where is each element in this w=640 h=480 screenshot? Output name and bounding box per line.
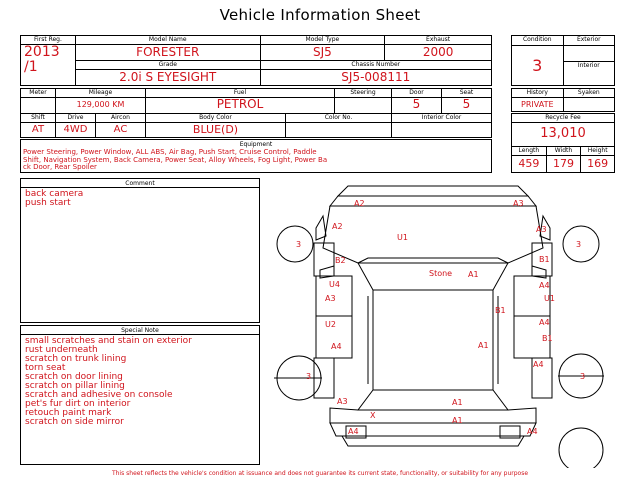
rear-bumper-shape <box>342 436 524 446</box>
equipment-line: Shift, Navigation System, Back Camera, Power Seat, Alloy Wheels, Fog Light, Power Ba <box>23 155 328 164</box>
chassis-label: Chassis Number <box>261 61 491 70</box>
damage-label: 3 <box>580 372 586 381</box>
exterior-value-cell <box>563 46 614 62</box>
history-table <box>511 88 615 112</box>
height-value: 169 <box>587 157 609 170</box>
damage-label: U4 <box>329 280 340 289</box>
drive-label: Drive <box>56 114 95 123</box>
special-note-line: scratch on pillar lining <box>25 381 125 391</box>
exhaust-label: Exhaust <box>385 36 491 45</box>
special-note-label: Special Note <box>21 326 259 335</box>
model-type-label: Model Type <box>261 36 385 45</box>
damage-label: U1 <box>397 233 408 242</box>
special-note-line: small scratches and stain on exterior <box>25 336 192 346</box>
disclaimer-footer: This sheet reflects the vehicle's condition at issuance and does not guarantee its current state, functionality, or suitability for any purpose <box>111 470 529 477</box>
body-color-cell <box>146 113 286 138</box>
roof-shape <box>373 290 493 390</box>
damage-label: A4 <box>348 427 359 436</box>
tire-fl-circle <box>277 226 313 262</box>
meter-label: Meter <box>21 89 55 98</box>
special-note-line: scratch on side mirror <box>25 417 124 427</box>
first-reg-value: 2013 /1 <box>24 44 60 75</box>
damage-label: A4 <box>533 360 544 369</box>
car-diagram <box>268 178 620 468</box>
chassis-value: SJ5-008111 <box>341 70 411 84</box>
special-note-text <box>21 335 259 427</box>
grade-label: Grade <box>76 61 260 70</box>
first-reg-cell <box>21 36 76 86</box>
door-value: 5 <box>412 97 421 111</box>
history-label: History <box>512 89 563 98</box>
mileage-cell <box>56 89 146 114</box>
recycle-table <box>511 113 615 173</box>
history-cell <box>512 89 564 112</box>
comment-line: back camera <box>25 189 84 199</box>
special-note-line: scratch and adhesive on console <box>25 390 173 400</box>
comment-label: Comment <box>21 179 259 188</box>
steering-cell <box>335 89 392 114</box>
damage-label: A3 <box>337 397 348 406</box>
equipment-line: Power Steering, Power Window, ALL ABS, Air Bag, Push Start, Cruise Control, Paddle <box>23 148 317 156</box>
special-note-line: scratch on door lining <box>25 372 123 382</box>
recycle-value: 13,010 <box>540 126 586 141</box>
damage-label: A1 <box>468 270 479 279</box>
rear-window-shape <box>358 390 508 410</box>
interior-label: Interior <box>577 62 600 69</box>
damage-label: A2 <box>354 199 365 208</box>
recycle-cell <box>512 114 615 147</box>
special-note-line: retouch paint mark <box>25 408 112 418</box>
damage-label: B1 <box>539 255 550 264</box>
shift-cell <box>21 113 56 138</box>
length-cell <box>512 147 547 173</box>
door-label: Door <box>392 89 441 98</box>
model-name-cell <box>75 36 260 61</box>
damage-label: U2 <box>325 320 336 329</box>
comment-line: push start <box>25 198 71 208</box>
damage-label: A1 <box>452 416 463 425</box>
damage-label: 3 <box>296 240 302 249</box>
vehicle-id-table <box>20 35 492 86</box>
aircon-cell <box>96 113 146 138</box>
special-note-line: torn seat <box>25 363 66 373</box>
condition-label: Condition <box>522 36 552 43</box>
door-cell <box>392 89 442 114</box>
model-name-label: Model Name <box>76 36 260 45</box>
damage-label: Stone <box>429 269 453 278</box>
steering-label: Steering <box>335 89 391 98</box>
aircon-value: AC <box>113 123 128 135</box>
width-cell <box>546 147 581 173</box>
mileage-label: Mileage <box>56 89 145 98</box>
damage-label: A1 <box>478 341 489 350</box>
front-bumper-shape <box>338 186 528 196</box>
damage-label: A3 <box>536 225 547 234</box>
special-note-line: scratch on trunk lining <box>25 354 127 364</box>
condition-table <box>511 35 615 86</box>
first-reg-label: First Reg. <box>21 36 75 45</box>
fuel-cell <box>146 89 335 114</box>
drive-cell <box>56 113 96 138</box>
tires <box>274 226 604 468</box>
equipment-line: ck Door, Rear Spoiler <box>23 163 97 171</box>
history-value: PRIVATE <box>521 100 554 109</box>
specs-table <box>20 88 492 138</box>
grade-cell <box>75 61 260 86</box>
recycle-label: Recycle Fee <box>512 114 614 123</box>
interior-cell <box>563 62 614 86</box>
damage-label: B2 <box>335 256 346 265</box>
exterior-label: Exterior <box>576 36 601 43</box>
condition-label-cell <box>512 36 564 46</box>
damage-label: B1 <box>495 306 506 315</box>
body-color-value: BLUE(D) <box>192 122 239 136</box>
chassis-cell <box>260 61 491 86</box>
special-note-box <box>20 325 260 465</box>
damage-label: A4 <box>539 318 550 327</box>
special-note-line: pet's fur dirt on interior <box>25 399 131 409</box>
exterior-label-cell <box>563 36 614 46</box>
model-type-value: SJ5 <box>312 45 332 59</box>
color-no-cell <box>286 113 392 138</box>
syaken-cell <box>563 89 614 112</box>
body-color-label: Body Color <box>146 114 285 123</box>
interior-color-cell <box>392 113 492 138</box>
seat-label: Seat <box>442 89 491 98</box>
equipment-label: Equipment <box>239 141 273 148</box>
model-type-cell <box>260 36 385 61</box>
fuel-label: Fuel <box>146 89 334 98</box>
hood-shape <box>323 206 543 263</box>
left-headlight-shape <box>316 216 326 240</box>
damage-label: A4 <box>527 427 538 436</box>
exhaust-value: 2000 <box>422 45 454 59</box>
condition-value: 3 <box>532 56 543 75</box>
damage-label: U1 <box>544 294 555 303</box>
damage-label: A3 <box>513 199 524 208</box>
sheet-title: Vehicle Information Sheet <box>219 6 421 24</box>
length-label: Length <box>512 147 546 156</box>
damage-label: A2 <box>332 222 343 231</box>
mileage-value: 129,000 KM <box>76 100 125 109</box>
meter-cell <box>21 89 56 114</box>
damage-label: X <box>370 411 376 420</box>
color-no-label: Color No. <box>286 114 391 123</box>
shift-value: AT <box>31 123 45 135</box>
syaken-label: Syaken <box>564 89 614 98</box>
spare-tire-circle <box>559 428 603 468</box>
comment-box <box>20 178 260 323</box>
condition-value-cell <box>512 46 564 86</box>
car-outline <box>314 186 552 446</box>
height-cell <box>581 147 615 173</box>
comment-text <box>21 188 259 208</box>
damage-label: A4 <box>539 281 550 290</box>
seat-cell <box>442 89 492 114</box>
equipment-box <box>20 139 492 173</box>
length-value: 459 <box>518 157 540 170</box>
model-name-value: FORESTER <box>136 45 200 59</box>
trunk-shape <box>330 408 536 423</box>
equipment-text <box>21 149 491 172</box>
damage-label: A4 <box>331 342 342 351</box>
aircon-label: Aircon <box>96 114 145 123</box>
special-note-line: rust underneath <box>25 345 98 355</box>
width-label: Width <box>547 147 581 156</box>
grade-value: 2.0i S EYESIGHT <box>119 70 217 84</box>
width-value: 179 <box>552 157 574 170</box>
drive-value: 4WD <box>63 123 88 135</box>
damage-label: B1 <box>542 334 553 343</box>
damage-label: 3 <box>576 240 582 249</box>
interior-color-label: Interior Color <box>392 114 491 123</box>
rear-lip-shape <box>330 423 536 436</box>
exhaust-cell <box>385 36 492 61</box>
damage-label: A3 <box>325 294 336 303</box>
height-label: Height <box>581 147 614 156</box>
shift-label: Shift <box>21 114 55 123</box>
damage-label: 3 <box>306 372 312 381</box>
seat-value: 5 <box>462 97 471 111</box>
damage-label: A1 <box>452 398 463 407</box>
fuel-value: PETROL <box>216 97 264 111</box>
